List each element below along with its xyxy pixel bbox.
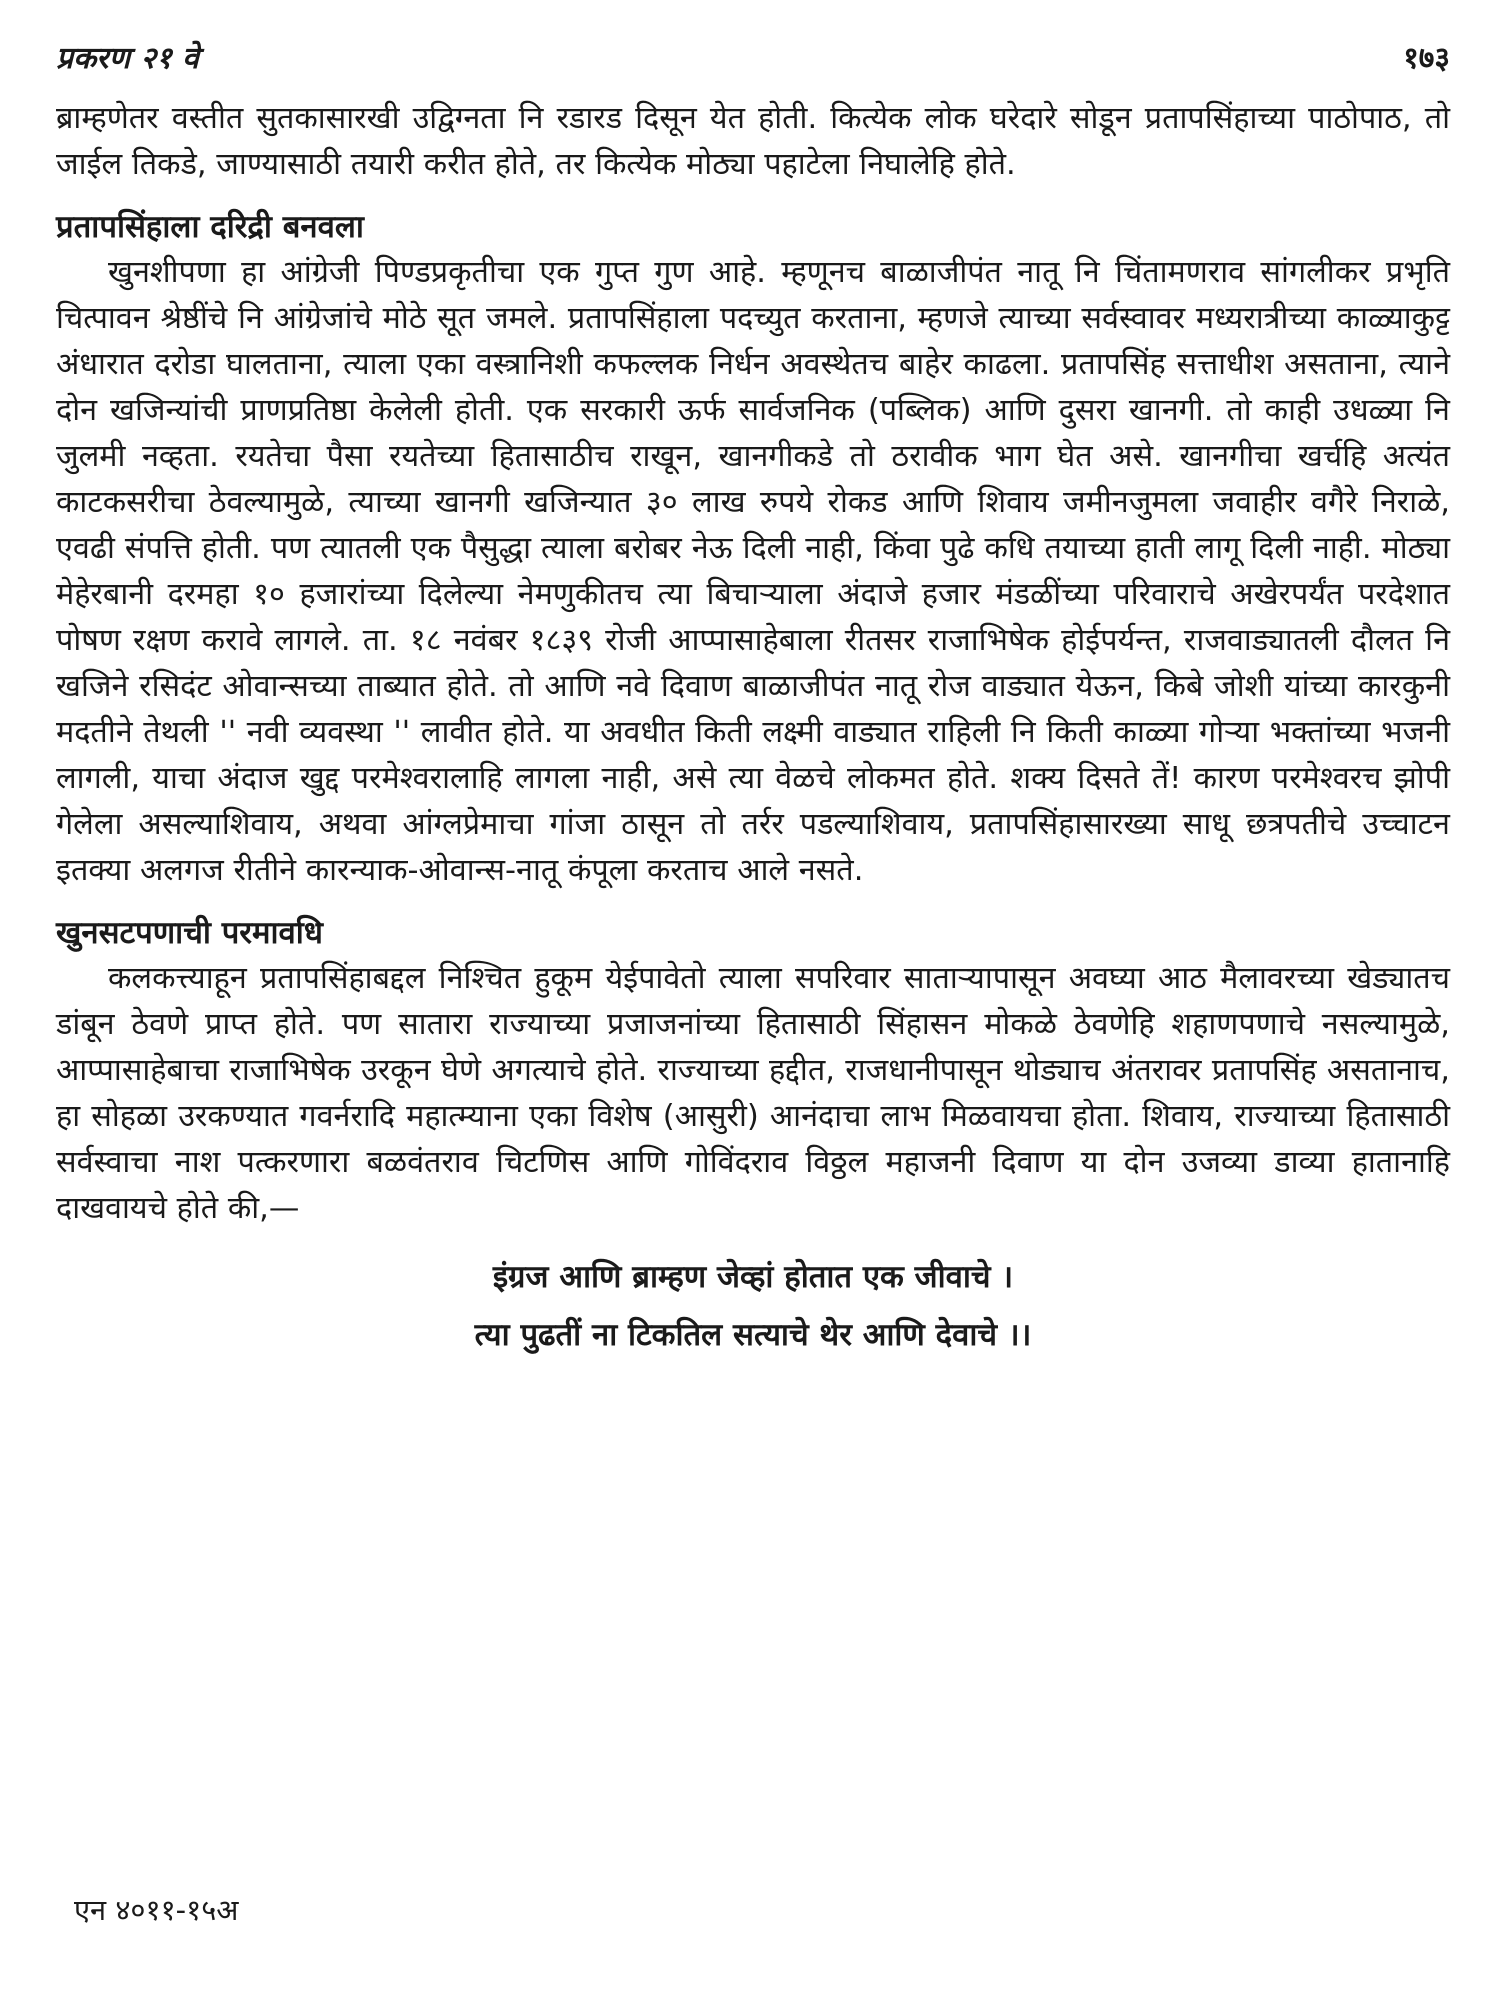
verse-line-1: इंग्रज आणि ब्राम्हण जेव्हां होतात एक जीवाचे । (492, 1259, 1014, 1295)
opening-paragraph: ब्राम्हणेतर वस्तीत सुतकासारखी उद्विग्नता नि रडारड दिसून येत होती. कित्येक लोक घरेदारे सोडून प्रतापसिंहाच्या पाठोपाठ, तो जाईल तिकडे, जाण्यासाठी तयारी करीत होते, तर कित्येक मोठ्या पहाटेला निघालेहि होते. (56, 101, 1450, 182)
chapter-title: प्रकरण २१ वे (56, 41, 199, 76)
verse-line-2: त्या पुढतीं ना टिकतिल सत्याचे थेर आणि देवाचे ।। (474, 1317, 1032, 1353)
section-heading-1: प्रतापसिंहाला दरिद्री बनवला (56, 209, 364, 245)
page-header (56, 36, 1450, 96)
verse-couplet (56, 1248, 1450, 1364)
footer-print-code: एन ४०११-१५अ (74, 1893, 239, 1927)
section-2-body: कलकत्त्याहून प्रतापसिंहाबद्दल निश्चित हुकूम येईपावेतो त्याला सपरिवार साताऱ्यापासून अवघ्या आठ मैलावरच्या खेड्यातच डांबून ठेवणे प्राप्त होते. पण सातारा राज्याच्या प्रजाजनांच्या हितासाठी सिंहासन मोकळे ठेवणेहि शहाणपणाचे नसल्यामुळे, आप्पासाहेबाचा राजाभिषेक उरकून घेणे अगत्याचे होते. राज्याच्या हद्दीत, राजधानीपासून थोड्याच अंतरावर प्रतापसिंह असतानाच, हा सोहळा उरकण्यात गवर्नरादि महात्म्याना एका विशेष (आसुरी) आनंदाचा लाभ मिळवायचा होता. शिवाय, राज्याच्या हितासाठी सर्वस्वाचा नाश पत्करणारा बळवंतराव चिटणिस आणि गोविंदराव विठ्ठल महाजनी दिवाण या दोन उजव्या डाव्या हातानाहि दाखवायचे होते की,— (56, 961, 1450, 1226)
section-heading-2: खुनसटपणाची परमावधि (56, 915, 323, 951)
page-number: १७३ (1403, 41, 1450, 76)
section-1-body: खुनशीपणा हा आंग्रेजी पिण्डप्रकृतीचा एक गुप्त गुण आहे. म्हणूनच बाळाजीपंत नातू नि चिंतामणराव सांगलीकर प्रभृति चित्पावन श्रेष्ठींचे नि आंग्रेजांचे मोठे सूत जमले. प्रतापसिंहाला पदच्युत करताना, म्हणजे त्याच्या सर्वस्वावर मध्यरात्रीच्या काळ्याकुट्ट अंधारात दरोडा घालताना, त्याला एका वस्त्रानिशी कफल्लक निर्धन अवस्थेतच बाहेर काढला. प्रतापसिंह सत्ताधीश असताना, त्याने दोन खजिन्यांची प्राणप्रतिष्ठा केलेली होती. एक सरकारी ऊर्फ सार्वजनिक (पब्लिक) आणि दुसरा खानगी. तो काही उधळ्या नि जुलमी नव्हता. रयतेचा पैसा रयतेच्या हितासाठीच राखून, खानगीकडे तो ठरावीक भाग घेत असे. खानगीचा खर्चहि अत्यंत काटकसरीचा ठेवल्यामुळे, त्याच्या खानगी खजिन्यात ३० लाख रुपये रोकड आणि शिवाय जमीनजुमला जवाहीर वगैरे निराळे, एवढी संपत्ति होती. पण त्यातली एक पैसुद्धा त्याला बरोबर नेऊ दिली नाही, किंवा पुढे कधि तयाच्या हाती लागू दिली नाही. मोठ्या मेहेरबानी दरमहा १० हजारांच्या दिलेल्या नेमणुकीतच त्या बिचाऱ्याला अंदाजे हजार मंडळींच्या परिवाराचे अखेरपर्यंत परदेशात पोषण रक्षण करावे लागले. ता. १८ नवंबर १८३९ रोजी आप्पासाहेबाला रीतसर राजाभिषेक होईपर्यन्त, राजवाड्यातली दौलत नि खजिने रसिदंट ओवान्सच्या ताब्यात होते. तो आणि नवे दिवाण बाळाजीपंत नातू रोज वाड्यात येऊन, किबे जोशी यांच्या कारकुनी मदतीने तेथली '' नवी व्यवस्था '' लावीत होते. या अवधीत किती लक्ष्मी वाड्यात राहिली नि किती काळ्या गोऱ्या भक्तांच्या भजनी लागली, याचा अंदाज खुद्द परमेश्वरालाहि लागला नाही, असे त्या वेळचे लोकमत होते. शक्य दिसते तें! कारण परमेश्वरच झोपी गेलेला असल्याशिवाय, अथवा आंग्लप्रेमाचा गांजा ठासून तो तर्रर पडल्याशिवाय, प्रतापसिंहासारख्या साधू छत्रपतीचे उच्चाटन इतक्या अलगज रीतीने कारन्याक-ओवान्स-नातू कंपूला करताच आले नसते. (56, 255, 1450, 888)
